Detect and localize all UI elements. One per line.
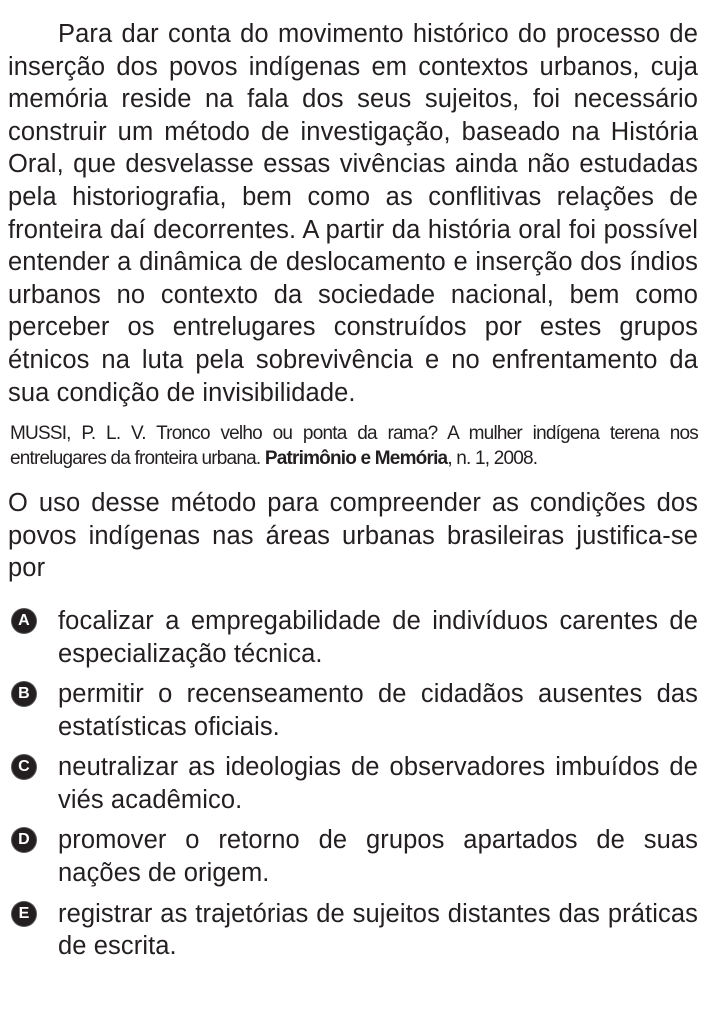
option-e-text: registrar as trajetórias de sujeitos distantes das práticas de escrita. — [58, 899, 698, 961]
citation-issue: , n. 1, 2008. — [447, 448, 538, 470]
option-d-text: promover o retorno de grupos apartados de suas nações de origem. — [58, 826, 698, 888]
option-a-letter-badge: A — [12, 609, 36, 633]
option-b-text: permitir o recenseamento de cidadãos ausentes das estatísticas oficiais. — [58, 680, 698, 741]
option-e[interactable] — [8, 898, 698, 963]
option-a-text: focalizar a empregabilidade de indivíduos carentes de especialização técnica. — [58, 606, 698, 668]
question-stem: O uso desse método para compreender as condições dos povos indígenas nas áreas urbanas brasileiras justifica-se por — [8, 489, 698, 583]
option-a[interactable] — [8, 605, 698, 670]
option-c[interactable] — [8, 751, 698, 816]
citation-journal: Patrimônio e Memória — [264, 448, 448, 470]
option-d[interactable] — [8, 824, 698, 889]
option-e-letter-badge: E — [12, 902, 36, 926]
question-page — [8, 18, 698, 971]
option-d-letter-badge: D — [12, 828, 36, 852]
source-passage: Para dar conta do movimento histórico do processo de inserção dos povos indígenas em contextos urbanos, cuja memória reside na fala dos seus sujeitos, foi necessário construir um método de investigação, baseado na História Oral, que desvelasse essas vivências ainda não estudadas pela historiografia, bem como as conflitivas relações de fronteira daí decorrentes. A partir da história oral foi possível entender a dinâmica de deslocamento e inserção dos índios urbanos no contexto da sociedade nacional, bem como perceber os entrelugares construídos por estes grupos étnicos na luta pela sobrevivência e no enfrentamento da sua condição de invisibilidade. — [8, 20, 698, 407]
citation-authors-title: MUSSI, P. L. V. Tronco velho ou ponta da rama? A mulher indígena terena nos entrelugares da fronteira urbana. — [10, 423, 698, 470]
answer-options — [8, 605, 698, 963]
citation — [10, 421, 698, 471]
option-c-text: neutralizar as ideologias de observadores imbuídos de viés acadêmico. — [58, 753, 698, 814]
option-c-letter-badge: C — [12, 755, 36, 779]
option-b-letter-badge: B — [12, 682, 36, 706]
option-b[interactable] — [8, 678, 698, 743]
